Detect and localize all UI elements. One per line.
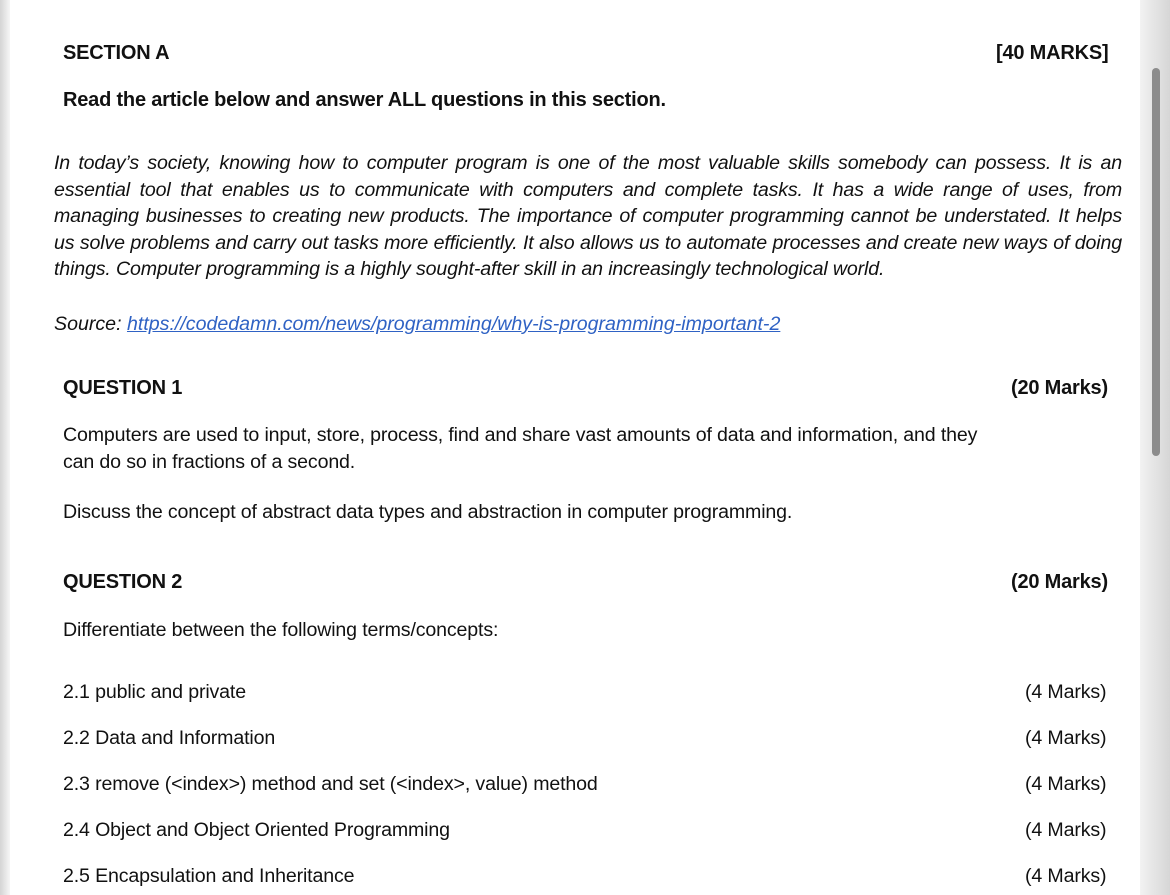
question2-instruction: Differentiate between the following terms/concepts: <box>63 619 499 641</box>
article-source <box>54 313 780 336</box>
question2-item-label: 2.5 Encapsulation and Inheritance <box>63 865 355 887</box>
question2-item-marks: (4 Marks) <box>1025 773 1107 795</box>
question2-marks: (20 Marks) <box>1011 571 1108 593</box>
question2-item-label: 2.2 Data and Information <box>63 727 276 749</box>
question1-paragraph: Computers are used to input, store, process, find and share vast amounts of data and information, and they can do so in fractions of a second. <box>63 424 978 473</box>
question2-item-marks: (4 Marks) <box>1025 819 1107 841</box>
section-marks: [40 MARKS] <box>996 42 1109 64</box>
question1-marks: (20 Marks) <box>1011 377 1108 399</box>
section-title: SECTION A <box>63 42 170 64</box>
question2-item-marks: (4 Marks) <box>1025 681 1107 703</box>
question2-item-label: 2.1 public and private <box>63 681 246 703</box>
scrollbar-thumb[interactable] <box>1152 68 1160 456</box>
question1-title: QUESTION 1 <box>63 377 183 399</box>
question2-item-marks: (4 Marks) <box>1025 727 1107 749</box>
question2-title: QUESTION 2 <box>63 571 183 593</box>
question2-item-marks: (4 Marks) <box>1025 865 1107 887</box>
section-instruction: Read the article below and answer ALL questions in this section. <box>63 89 666 111</box>
question2-item-label: 2.3 remove (<index>) method and set (<index>, value) method <box>63 773 598 795</box>
page-edge-left <box>0 0 10 895</box>
source-link[interactable]: https://codedamn.com/news/programming/why-is-programming-important-2 <box>126 313 781 335</box>
article-text: In today’s society, knowing how to computer program is one of the most valuable skills somebody can possess. It is an essential tool that enables us to communicate with computers and complete tasks. It has a wide range of uses, from managing businesses to creating new products. The importance of computer programming cannot be understated. It helps us solve problems and carry out tasks more efficiently. It also allows us to automate processes and create new ways of doing things. Computer programming is a highly sought-after skill in an increasingly technological world. <box>54 152 1122 280</box>
question1-task: Discuss the concept of abstract data types and abstraction in computer programming. <box>63 501 793 523</box>
source-label: Source: <box>54 313 122 335</box>
question2-item-label: 2.4 Object and Object Oriented Programming <box>63 819 450 841</box>
